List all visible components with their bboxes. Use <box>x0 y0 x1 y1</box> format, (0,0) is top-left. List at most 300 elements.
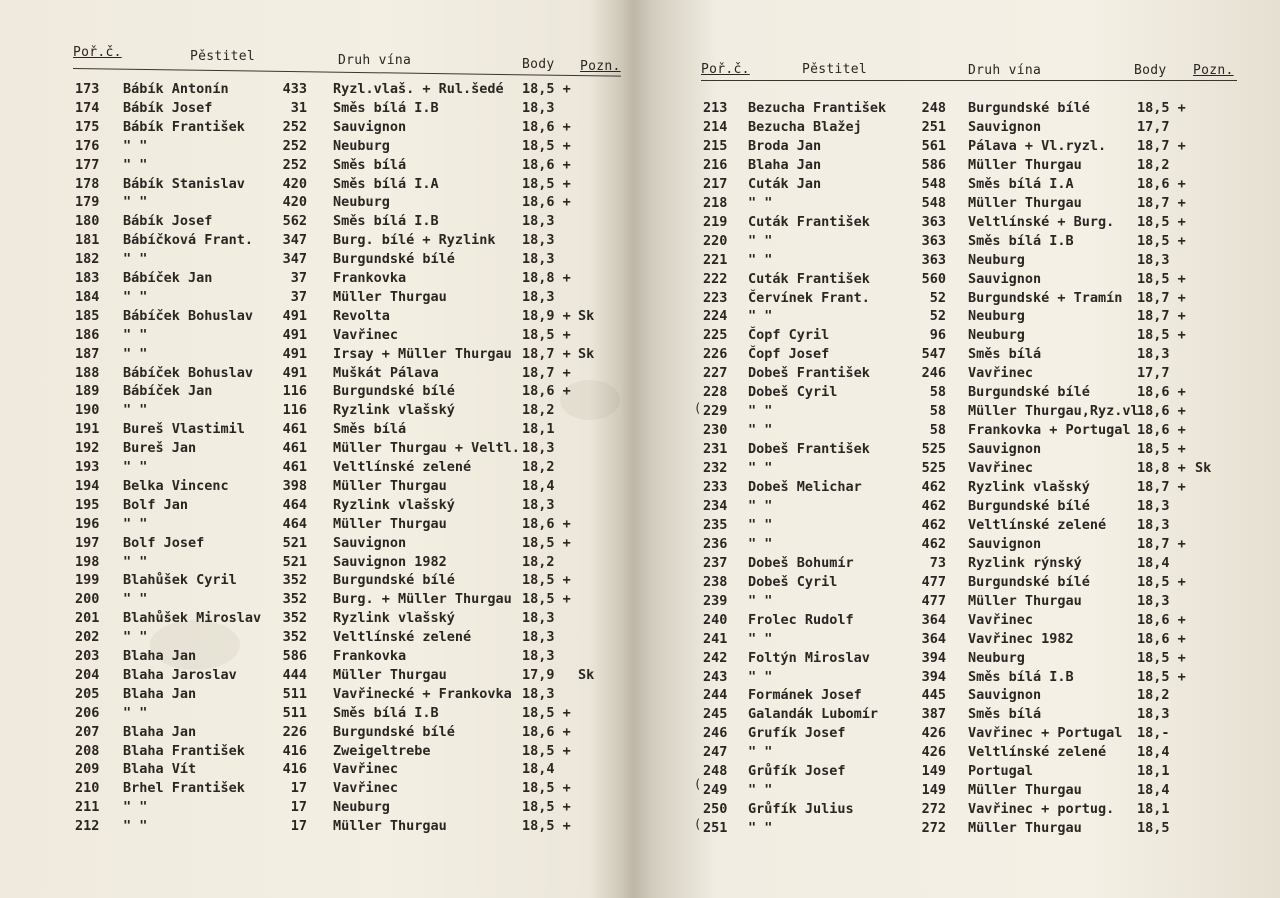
wine-variety: Müller Thurgau,Ryz.vl. <box>968 403 1147 420</box>
wine-variety: Směs bílá I.B <box>968 668 1074 685</box>
grower-name: Bábíček Jan <box>123 383 213 400</box>
points: 18,5 + <box>522 818 571 835</box>
points: 18,3 <box>522 251 555 268</box>
grower-name: " " <box>123 402 148 419</box>
sample-code: 586 <box>921 156 946 173</box>
points: 18,1 <box>522 421 555 438</box>
sample-code: 462 <box>921 516 946 533</box>
note: Sk <box>578 666 595 683</box>
entry-number: 207 <box>75 723 100 740</box>
wine-variety: Sauvignon <box>968 687 1042 704</box>
entry-number: 249 <box>703 782 728 799</box>
entry-number: 251 <box>703 820 728 837</box>
entry-number: 237 <box>703 554 728 571</box>
header-points: Body <box>522 57 555 72</box>
wine-variety: Burgundské bílé <box>333 572 455 589</box>
grower-name: Cuták František <box>748 213 870 230</box>
entry-number: 221 <box>703 251 728 268</box>
entry-number: 174 <box>75 99 100 116</box>
points: 18,7 + <box>1137 289 1186 306</box>
table-row <box>640 402 1280 421</box>
wine-variety: Burgundské bílé <box>333 383 455 400</box>
sample-code: 58 <box>929 403 946 420</box>
table-row <box>640 649 1280 668</box>
sample-code: 491 <box>282 307 307 324</box>
wine-variety: Burgundské bílé <box>333 251 455 268</box>
table-row <box>640 554 1280 573</box>
entry-number: 204 <box>75 666 100 683</box>
wine-variety: Směs bílá I.B <box>968 232 1074 249</box>
header-number: Poř.č. <box>701 62 750 77</box>
points: 18,6 + <box>1137 403 1186 420</box>
points: 18,5 + <box>522 175 571 192</box>
sample-code: 464 <box>282 496 307 513</box>
grower-name: Blaha Jan <box>123 648 197 664</box>
table-row <box>640 118 1280 137</box>
wine-variety: Müller Thurgau <box>968 156 1082 173</box>
points: 18,3 <box>522 232 555 249</box>
sample-code: 52 <box>929 289 946 306</box>
sample-code: 363 <box>921 251 946 268</box>
wine-variety: Neuburg <box>333 137 390 154</box>
sample-code: 511 <box>282 704 307 721</box>
table-row <box>0 666 630 685</box>
entry-number: 199 <box>75 572 100 589</box>
grower-name: " " <box>123 818 148 835</box>
table-row <box>0 364 630 383</box>
points: 18,5 + <box>522 799 571 816</box>
points: 18,3 <box>1137 516 1170 533</box>
entry-number: 203 <box>75 648 100 664</box>
sample-code: 491 <box>282 326 307 343</box>
wine-variety: Irsay + Müller Thurgau <box>333 345 512 362</box>
points: 18,3 <box>522 629 555 646</box>
points: 18,5 + <box>1137 573 1186 590</box>
header-note: Pozn. <box>1193 63 1234 78</box>
table-row <box>0 723 630 742</box>
grower-name: Bolf Jan <box>123 496 189 513</box>
sample-code: 58 <box>929 384 946 401</box>
header-rule <box>701 80 1237 81</box>
points: 18,5 + <box>1137 668 1186 685</box>
grower-name: Bábíček Bohuslav <box>123 307 254 324</box>
table-row <box>640 213 1280 232</box>
wine-variety: Burg. + Müller Thurgau <box>333 591 512 608</box>
points: 18,5 <box>1137 820 1170 837</box>
points: 18,5 + <box>1137 232 1186 249</box>
table-row <box>0 779 630 798</box>
table-row <box>0 798 630 817</box>
grower-name: " " <box>748 422 773 439</box>
table-row <box>0 704 630 723</box>
entry-number: 180 <box>75 213 100 230</box>
sample-code: 37 <box>290 270 307 286</box>
points: 18,3 <box>522 496 555 513</box>
wine-variety: Veltlínské zelené <box>968 744 1107 761</box>
points: 18,9 + <box>522 307 571 324</box>
sample-code: 444 <box>282 666 307 683</box>
wine-variety: Vavřinec + Portugal <box>968 725 1123 742</box>
grower-name: " " <box>748 497 773 514</box>
sample-code: 37 <box>290 288 307 305</box>
points: 18,2 <box>522 402 555 419</box>
wine-variety: Burg. bílé + Ryzlink <box>333 232 496 249</box>
grower-name: Bábíčková Frant. <box>123 232 254 249</box>
sample-code: 149 <box>921 763 946 780</box>
table-row <box>640 668 1280 687</box>
sample-code: 248 <box>921 100 946 116</box>
grower-name: " " <box>123 326 148 343</box>
entry-number: 241 <box>703 630 728 647</box>
entry-number: 197 <box>75 534 100 551</box>
table-row <box>0 477 630 496</box>
wine-variety: Vavřinecké + Frankovka <box>333 685 512 702</box>
sample-code: 586 <box>282 648 307 664</box>
points: 18,4 <box>522 761 555 778</box>
table-row <box>640 762 1280 781</box>
points: 18,8 + <box>522 270 571 286</box>
grower-name: Broda Jan <box>748 137 822 154</box>
wine-variety: Burgundské bílé <box>968 100 1090 116</box>
table-row <box>640 421 1280 440</box>
points: 18,6 + <box>522 118 571 135</box>
wine-variety: Ryzlink vlašský <box>333 402 455 419</box>
table-row <box>0 817 630 836</box>
table-row <box>640 364 1280 383</box>
note: Sk <box>1195 460 1212 477</box>
entry-number: 250 <box>703 801 728 818</box>
entry-number: 226 <box>703 346 728 363</box>
sample-code: 73 <box>929 554 946 571</box>
sample-code: 116 <box>282 383 307 400</box>
grower-name: " " <box>748 251 773 268</box>
header-note: Pozn. <box>580 59 621 74</box>
entry-number: 213 <box>703 100 728 116</box>
wine-variety: Ryzlink vlašský <box>333 496 455 513</box>
wine-variety: Sauvignon <box>968 270 1042 287</box>
table-row <box>0 496 630 515</box>
sample-code: 352 <box>282 572 307 589</box>
sample-code: 461 <box>282 440 307 457</box>
grower-name: " " <box>123 459 148 475</box>
grower-name: Bábíček Bohuslav <box>123 364 254 381</box>
points: 18,6 + <box>522 156 571 173</box>
grower-name: " " <box>123 515 148 532</box>
grower-name: " " <box>748 232 773 249</box>
table-row <box>0 137 630 156</box>
table-row <box>640 478 1280 497</box>
sample-code: 433 <box>282 81 307 97</box>
sample-code: 521 <box>282 553 307 570</box>
points: 18,5 + <box>522 704 571 721</box>
table-row <box>0 118 630 137</box>
entry-number: 189 <box>75 383 100 400</box>
points: 18,3 <box>1137 706 1170 723</box>
sample-code: 420 <box>282 175 307 192</box>
entry-number: 219 <box>703 213 728 230</box>
points: 18,5 + <box>522 780 571 797</box>
wine-variety: Muškát Pálava <box>333 364 439 381</box>
wine-variety: Burgundské bílé <box>968 497 1090 514</box>
table-row <box>640 345 1280 364</box>
sample-code: 426 <box>921 744 946 761</box>
wine-variety: Veltlínské zelené <box>333 459 472 475</box>
table-row <box>640 781 1280 800</box>
grower-name: Dobeš Melichar <box>748 479 862 495</box>
sample-code: 347 <box>282 232 307 249</box>
wine-variety: Burgundské bílé <box>333 723 455 740</box>
points: 18,3 <box>522 685 555 702</box>
points: 18,1 <box>1137 801 1170 818</box>
wine-variety: Müller Thurgau <box>333 666 447 683</box>
points: 18,1 <box>1137 763 1170 780</box>
entry-number: 244 <box>703 687 728 704</box>
points: 18,- <box>1137 725 1170 742</box>
grower-name: " " <box>748 782 773 799</box>
entry-number: 190 <box>75 402 100 419</box>
grower-name: " " <box>123 799 148 816</box>
grower-name: Bureš Jan <box>123 440 197 457</box>
points: 18,3 <box>522 99 555 116</box>
points: 18,7 + <box>1137 308 1186 325</box>
sample-code: 462 <box>921 535 946 552</box>
points: 18,6 + <box>522 515 571 532</box>
wine-variety: Neuburg <box>968 308 1025 325</box>
entry-number: 209 <box>75 761 100 778</box>
sample-code: 352 <box>282 591 307 608</box>
points: 18,8 + <box>1137 460 1186 477</box>
grower-name: " " <box>123 137 148 154</box>
wine-variety: Burgundské bílé <box>968 573 1090 590</box>
grower-name: Grůfík Julius <box>748 801 854 818</box>
sample-code: 511 <box>282 685 307 702</box>
wine-variety: Müller Thurgau <box>333 288 447 305</box>
table-row <box>0 193 630 212</box>
wine-variety: Vavřinec <box>333 780 399 797</box>
table-row <box>640 251 1280 270</box>
grower-name: Cuták Jan <box>748 175 822 192</box>
grower-name: " " <box>748 403 773 420</box>
wine-variety: Müller Thurgau <box>968 820 1082 837</box>
entry-number: 239 <box>703 592 728 609</box>
table-row <box>640 194 1280 213</box>
grower-name: Frolec Rudolf <box>748 611 854 628</box>
wine-variety: Portugal <box>968 763 1034 780</box>
grower-name: " " <box>748 516 773 533</box>
sample-code: 58 <box>929 422 946 439</box>
grower-name: Formánek Josef <box>748 687 862 704</box>
wine-variety: Vavřinec + portug. <box>968 801 1115 818</box>
entry-number: 178 <box>75 175 100 192</box>
wine-variety: Müller Thurgau <box>968 782 1082 799</box>
note: Sk <box>578 307 595 324</box>
entry-number: 233 <box>703 479 728 495</box>
entry-number: 202 <box>75 629 100 646</box>
table-row <box>0 742 630 761</box>
table-row <box>0 571 630 590</box>
table-row <box>640 497 1280 516</box>
wine-variety: Frankovka + Portugal <box>968 422 1131 439</box>
entry-number: 236 <box>703 535 728 552</box>
entry-number: 184 <box>75 288 100 305</box>
grower-name: Bábík Antonín <box>123 81 229 97</box>
header-grower: Pěstitel <box>190 49 256 64</box>
table-row <box>640 270 1280 289</box>
points: 18,3 <box>522 648 555 664</box>
table-row <box>0 382 630 401</box>
wine-variety: Müller Thurgau <box>333 515 447 532</box>
sample-code: 416 <box>282 742 307 759</box>
entry-number: 193 <box>75 459 100 475</box>
table-row <box>0 439 630 458</box>
table-row <box>0 590 630 609</box>
grower-name: " " <box>748 535 773 552</box>
entry-number: 232 <box>703 460 728 477</box>
sample-code: 17 <box>290 799 307 816</box>
sample-code: 52 <box>929 308 946 325</box>
grower-name: Bábík František <box>123 118 245 135</box>
sample-code: 364 <box>921 630 946 647</box>
grower-name: Bezucha Blažej <box>748 118 862 135</box>
table-row <box>0 80 630 99</box>
entry-number: 243 <box>703 668 728 685</box>
left-page <box>0 0 630 898</box>
points: 18,5 + <box>522 591 571 608</box>
entry-number: 235 <box>703 516 728 533</box>
grower-name: Dobeš Bohumír <box>748 554 854 571</box>
wine-variety: Pálava + Vl.ryzl. <box>968 137 1107 154</box>
entry-number: 185 <box>75 307 100 324</box>
sample-code: 272 <box>921 820 946 837</box>
header-points: Body <box>1134 63 1167 78</box>
wine-variety: Müller Thurgau <box>333 818 447 835</box>
points: 18,5 + <box>1137 327 1186 344</box>
wine-variety: Směs bílá I.A <box>968 175 1074 192</box>
entry-number: 195 <box>75 496 100 513</box>
table-row <box>640 724 1280 743</box>
grower-name: Galandák Lubomír <box>748 706 879 723</box>
table-row <box>640 592 1280 611</box>
wine-variety: Směs bílá <box>333 421 407 438</box>
margin-mark: ( <box>694 777 702 791</box>
wine-variety: Vavřinec <box>968 365 1034 382</box>
wine-variety: Veltlínské zelené <box>333 629 472 646</box>
wine-variety: Müller Thurgau <box>968 592 1082 609</box>
points: 18,5 + <box>522 534 571 551</box>
grower-name: Dobeš Cyril <box>748 573 838 590</box>
points: 18,3 <box>1137 251 1170 268</box>
grower-name: Dobeš Cyril <box>748 384 838 401</box>
wine-variety: Revolta <box>333 307 390 324</box>
grower-name: " " <box>748 744 773 761</box>
points: 18,3 <box>522 440 555 457</box>
grower-name: " " <box>123 629 148 646</box>
points: 18,6 + <box>522 723 571 740</box>
grower-name: Dobeš František <box>748 441 870 458</box>
table-row <box>0 345 630 364</box>
wine-variety: Směs bílá <box>333 156 407 173</box>
grower-name: " " <box>123 591 148 608</box>
sample-code: 547 <box>921 346 946 363</box>
grower-name: " " <box>748 194 773 211</box>
grower-name: " " <box>123 194 148 211</box>
sample-code: 352 <box>282 629 307 646</box>
wine-variety: Ryzlink rýnský <box>968 554 1082 571</box>
points: 18,5 + <box>1137 270 1186 287</box>
grower-name: " " <box>123 288 148 305</box>
table-row <box>640 516 1280 535</box>
wine-variety: Müller Thurgau + Veltl. <box>333 440 520 457</box>
points: 18,3 <box>522 213 555 230</box>
wine-variety: Müller Thurgau <box>333 477 447 494</box>
points: 18,4 <box>1137 554 1170 571</box>
entry-number: 179 <box>75 194 100 211</box>
wine-variety: Neuburg <box>968 251 1025 268</box>
header-wine: Druh vína <box>338 53 412 68</box>
table-row <box>640 156 1280 175</box>
wine-variety: Vavřinec <box>333 326 399 343</box>
points: 18,2 <box>522 553 555 570</box>
points: 18,3 <box>522 610 555 627</box>
sample-code: 252 <box>282 137 307 154</box>
wine-variety: Sauvignon <box>968 441 1042 458</box>
entry-number: 173 <box>75 81 100 97</box>
sample-code: 462 <box>921 479 946 495</box>
entry-number: 245 <box>703 706 728 723</box>
points: 18,5 + <box>522 742 571 759</box>
entry-number: 224 <box>703 308 728 325</box>
table-row <box>640 232 1280 251</box>
grower-name: " " <box>748 820 773 837</box>
right-page <box>640 0 1280 898</box>
points: 18,7 + <box>1137 137 1186 154</box>
entry-number: 201 <box>75 610 100 627</box>
wine-variety: Vavřinec <box>333 761 399 778</box>
grower-name: Bábík Stanislav <box>123 175 245 192</box>
table-row <box>640 630 1280 649</box>
grower-name: Blaha Jan <box>123 723 197 740</box>
points: 18,3 <box>1137 592 1170 609</box>
entry-number: 182 <box>75 251 100 268</box>
wine-variety: Ryzlink vlašský <box>333 610 455 627</box>
wine-variety: Vavřinec 1982 <box>968 630 1074 647</box>
sample-code: 525 <box>921 460 946 477</box>
sample-code: 96 <box>929 327 946 344</box>
wine-variety: Sauvignon 1982 <box>333 553 447 570</box>
grower-name: " " <box>748 630 773 647</box>
header-wine: Druh vína <box>968 63 1042 78</box>
entry-number: 223 <box>703 289 728 306</box>
points: 18,6 + <box>1137 175 1186 192</box>
sample-code: 426 <box>921 725 946 742</box>
points: 18,6 + <box>1137 630 1186 647</box>
table-row <box>640 307 1280 326</box>
table-row <box>0 647 630 666</box>
entry-number: 186 <box>75 326 100 343</box>
entry-number: 191 <box>75 421 100 438</box>
table-row <box>0 250 630 269</box>
points: 18,4 <box>1137 744 1170 761</box>
points: 18,6 + <box>1137 384 1186 401</box>
table-row <box>640 819 1280 838</box>
entry-number: 210 <box>75 780 100 797</box>
grower-name: Grufík Josef <box>748 725 846 742</box>
sample-code: 17 <box>290 780 307 797</box>
grower-name: Blahůšek Cyril <box>123 572 237 589</box>
entry-number: 222 <box>703 270 728 287</box>
wine-variety: Frankovka <box>333 270 407 286</box>
grower-name: Bureš Vlastimil <box>123 421 245 438</box>
